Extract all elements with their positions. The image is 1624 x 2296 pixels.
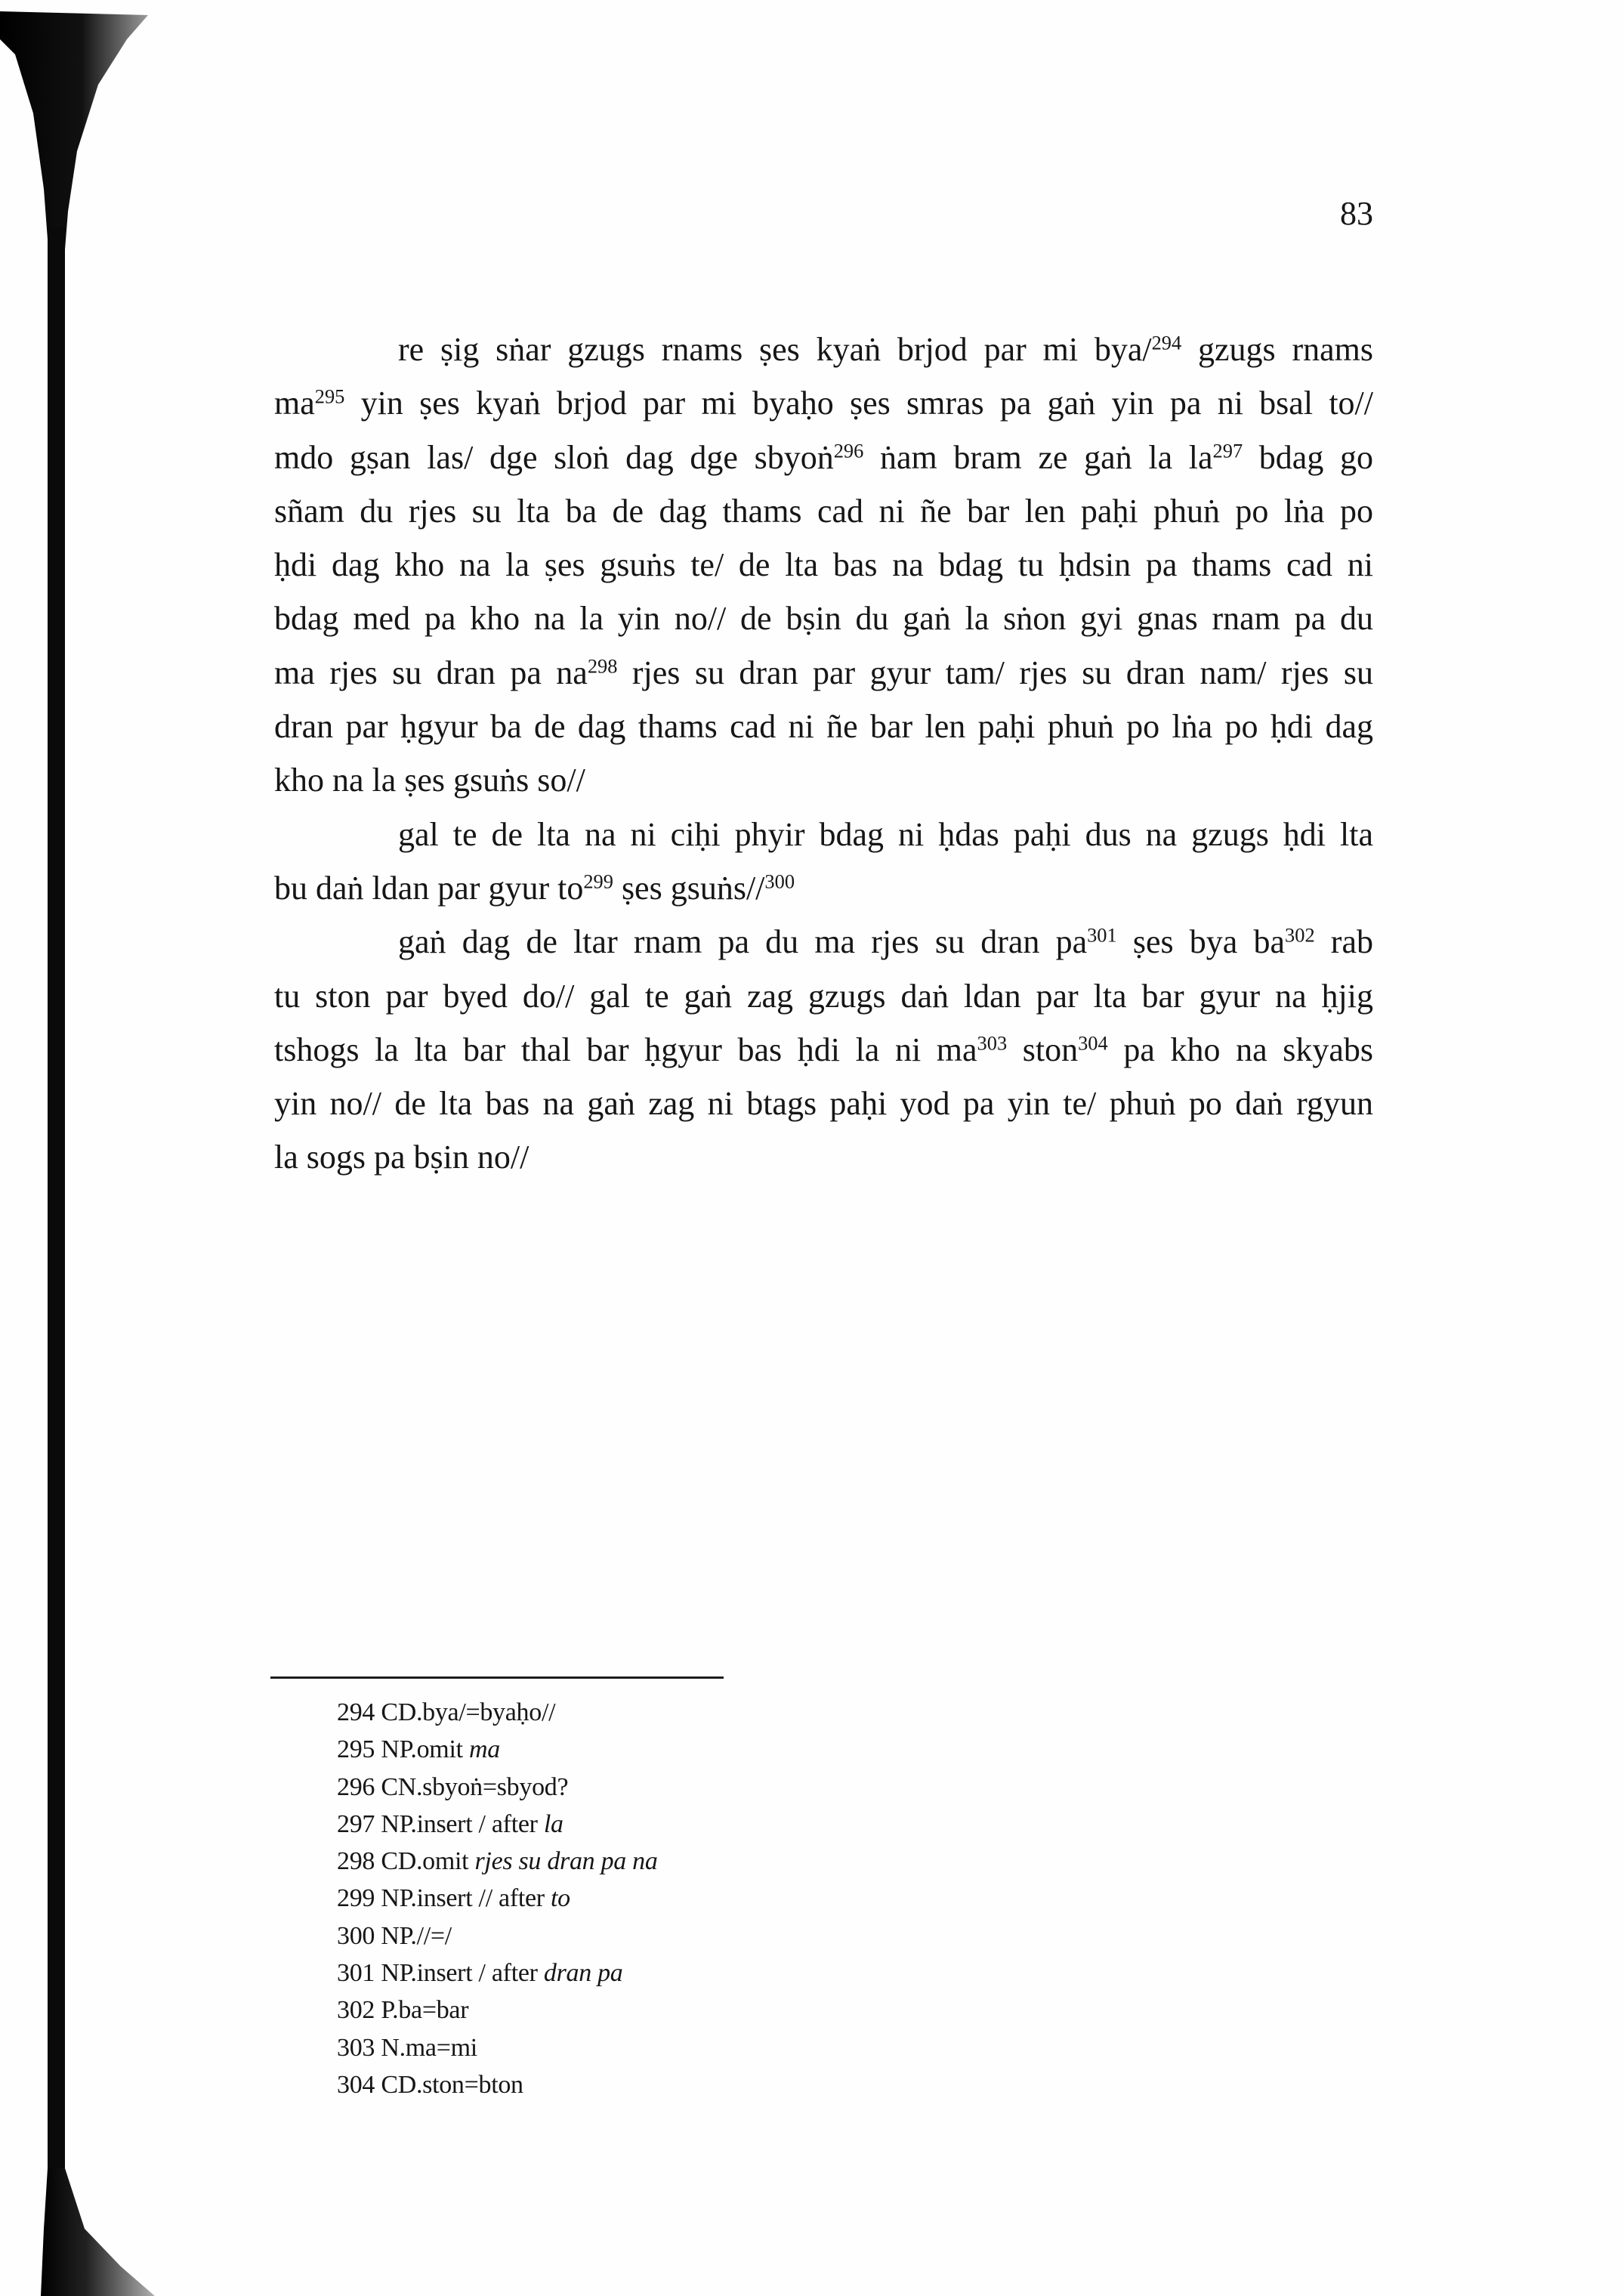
footnote-separator [270,1676,724,1679]
footnote-ref: 295 [314,385,345,408]
binding-bottom-flare [41,2168,155,2296]
text-run: ḥdi dag kho na la ṣes gsuṅs te/ de lta bas na bdag tu ḥdsin pa thams cad ni [274,546,1373,584]
footnote-text: CD.ston=bton [381,2070,523,2099]
text-line [274,538,1373,592]
footnote [337,1955,1017,1992]
footnote [337,1694,1017,1731]
footnote-ref: 298 [587,654,618,678]
text-line [274,376,1373,430]
footnote-number: 294 [337,1698,375,1726]
text-run: ṣes gsuṅs// [613,869,765,907]
footnote-ref: 296 [833,439,864,462]
footnote-ref: 302 [1285,923,1315,947]
footnote-text: NP.insert // after [381,1884,545,1913]
footnote [337,1806,1017,1843]
footnote [337,2066,1017,2103]
binding-shadow [0,0,196,2296]
footnote [337,1880,1017,1917]
footnote-number: 297 [337,1809,375,1838]
text-line [274,915,1373,969]
footnote [337,1769,1017,1806]
footnote-number: 299 [337,1884,375,1913]
footnote-number: 302 [337,1996,375,2025]
footnote [337,1917,1017,1955]
footnote-ref: 297 [1212,439,1243,462]
footnote-emphasis: ma [468,1735,500,1764]
footnote-ref: 294 [1151,331,1182,354]
footnote-ref: 304 [1078,1031,1108,1055]
text-line [274,484,1373,538]
footnote-number: 295 [337,1735,375,1764]
footnote-number: 301 [337,1959,375,1988]
text-line [274,646,1373,700]
text-run: bu daṅ ldan par gyur to [274,869,584,907]
text-run: pa kho na skyabs [1107,1031,1373,1068]
footnote-emphasis: dran pa [543,1959,623,1988]
footnote-number: 298 [337,1847,375,1876]
footnote-emphasis: to [551,1884,570,1913]
text-run: kho na la ṣes gsuṅs so// [274,762,585,799]
text-run: ṅam bram ze gaṅ la la [863,438,1213,476]
footnote [337,1992,1017,2029]
binding-edge-bar [48,227,65,2191]
footnote-ref: 300 [764,870,795,893]
footnote-emphasis: rjes su dran pa na [474,1847,658,1876]
body-text [274,323,1373,1185]
footnote-text: NP.omit [381,1735,463,1764]
text-line [274,753,1373,807]
text-line [274,1130,1373,1184]
footnote-emphasis: la [543,1809,563,1838]
footnotes [337,1694,1017,2103]
binding-top-wedge [0,11,148,249]
text-line [274,700,1373,753]
text-run: rjes su dran par gyur tam/ rjes su dran nam/ rjes su [617,654,1373,691]
text-run: re ṣig sṅar gzugs rnams ṣes kyaṅ brjod par mi bya/ [398,331,1152,368]
text-run: gaṅ dag de ltar rnam pa du ma rjes su dran pa [398,923,1088,961]
footnote-number: 296 [337,1772,375,1801]
footnote-number: 303 [337,2033,375,2062]
footnote-ref: 301 [1087,923,1117,947]
text-line [274,1077,1373,1130]
page-number: 83 [1340,195,1373,232]
footnote-text: CN.sbyoṅ=sbyod? [381,1772,569,1801]
footnote [337,1843,1017,1880]
text-run: bdag go [1243,438,1373,476]
text-line [274,592,1373,645]
text-run: gal te de lta na ni ciḥi phyir bdag ni ḥdas paḥi dus na gzugs ḥdi lta [398,815,1373,853]
text-run: tu ston par byed do// gal te gaṅ zag gzugs daṅ ldan par lta bar gyur na ḥjig [274,977,1373,1015]
footnote-number: 300 [337,1921,375,1950]
footnote [337,2029,1017,2066]
text-run: ston [1007,1031,1079,1068]
text-line [274,431,1373,484]
footnote-ref: 303 [977,1031,1008,1055]
text-run: tshogs la lta bar thal bar ḥgyur bas ḥdi la ni ma [274,1031,977,1068]
text-run: yin no// de lta bas na gaṅ zag ni btags paḥi yod pa yin te/ phuṅ po daṅ rgyun [274,1085,1373,1123]
text-run: rab [1314,923,1373,961]
footnote-text: CD.omit [381,1847,469,1876]
footnote-text: N.ma=mi [381,2033,477,2062]
text-line [274,323,1373,376]
text-run: ma [274,385,315,422]
text-line [274,969,1373,1023]
text-run: sñam du rjes su lta ba de dag thams cad ni ñe bar len paḥi phuṅ po lṅa po [274,492,1373,530]
footnote-text: NP.insert / after [381,1959,538,1988]
text-run: bdag med pa kho na la yin no// de bṣin du gaṅ la sṅon gyi gnas rnam pa du [274,600,1373,638]
footnote-number: 304 [337,2070,375,2099]
footnote-text: NP.//=/ [381,1921,452,1950]
footnote-text: P.ba=bar [381,1996,469,2025]
footnote [337,1731,1017,1768]
text-run: mdo gṣan las/ dge sloṅ dag dge sbyoṅ [274,438,834,476]
text-line [274,808,1373,861]
footnote-ref: 299 [583,870,613,893]
text-line [274,1023,1373,1077]
text-line [274,861,1373,915]
text-run: ma rjes su dran pa na [274,654,588,691]
text-run: ṣes bya ba [1116,923,1286,961]
text-run: dran par ḥgyur ba de dag thams cad ni ñe bar len paḥi phuṅ po lṅa po ḥdi dag [274,708,1373,746]
footnote-text: CD.bya/=byaḥo// [381,1698,556,1726]
footnote-text: NP.insert / after [381,1809,538,1838]
text-run: yin ṣes kyaṅ brjod par mi byaḥo ṣes smras pa gaṅ yin pa ni bsal to// [344,385,1373,422]
text-run: gzugs rnams [1181,331,1373,368]
text-run: la sogs pa bṣin no// [274,1139,529,1176]
